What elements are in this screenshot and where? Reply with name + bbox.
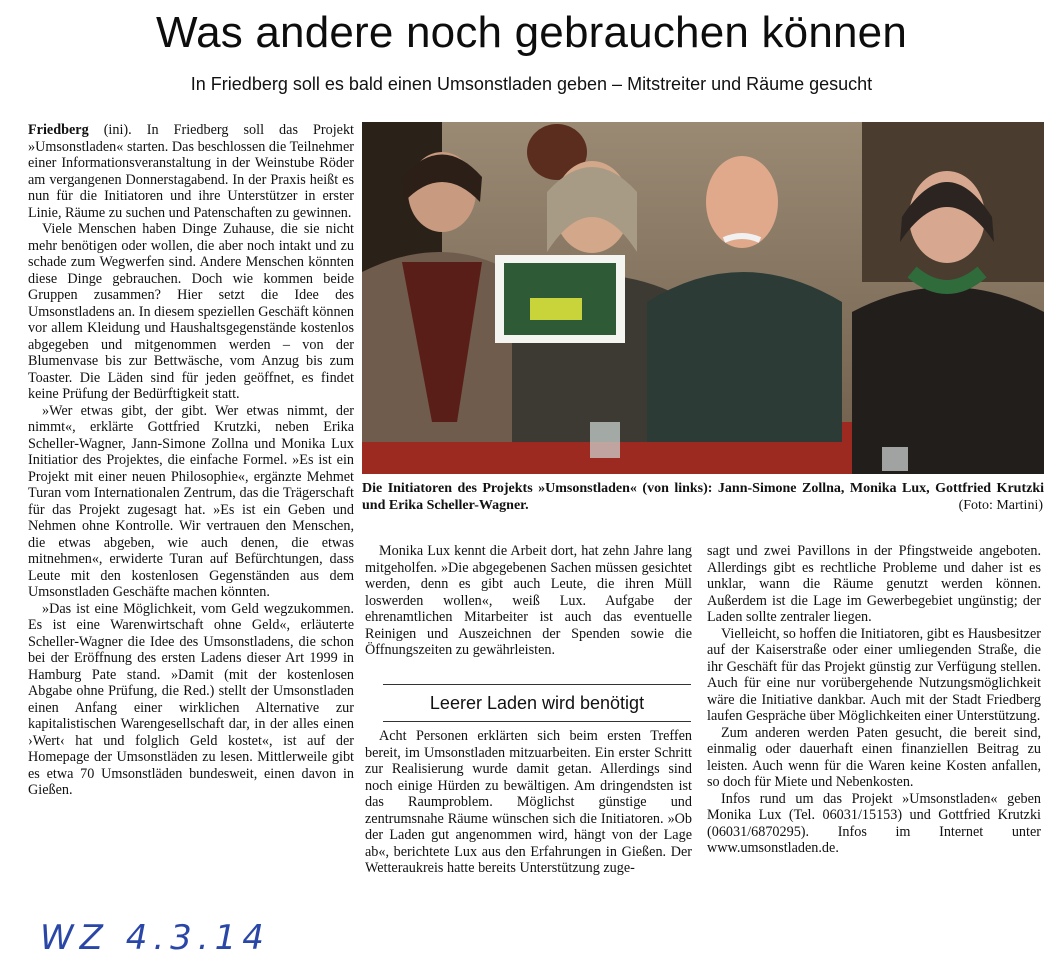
article-column-2	[365, 543, 692, 659]
paragraph: Acht Personen erklärten sich beim ersten Treffen bereit, im Umsonstladen mitzuarbeiten. Ein erster Schritt zur Realisierung wurde damit getan. Allerdings sind noch einige Hürden zu bewältigen. Am dringendsten ist das Raumproblem. Möglichst günstige und zentrumsnahe Räume wünschen sich die Initiatoren. »Ob der Laden gut angenommen wird, hängt von der Lage ab«, berichtete Lux aus den Erfahrungen in Gießen. Der Wetteraukreis hatte bereits Unterstützung zuge-	[365, 728, 692, 876]
paragraph: Viele Menschen haben Dinge Zuhause, die sie nicht mehr benötigen oder wollen, die aber noch intakt und zu schade zum Wegwerfen sind. Andere Menschen könnten diese Dinge gebrauchen. Doch wie kommen beide Gruppen zusammen? Hier setzt die Idee des Umsonstladens an. In diesem speziellen Geschäft können vor allem Kleidung und Haushaltsgegenstände kostenlos abgegeben und mitgenommen werden – von der Blumenvase bis zur Bettwäsche, vom Anzug bis zum Toaster. Die Läden sind für jeden geöffnet, es findet keine Prüfung der Bedürftigkeit statt.	[28, 221, 354, 402]
paragraph: sagt und zwei Pavillons in der Pfingstweide angeboten. Allerdings gibt es rechtliche Probleme und daher ist es unklar, wann die Räume genutzt werden können. Außerdem ist die Lage im Gewerbegebiet ungünstig; der Laden sollte zentraler liegen.	[707, 543, 1041, 625]
article-column-3	[707, 543, 1041, 857]
article-column-2-continued	[365, 728, 692, 877]
section-subhead	[383, 684, 691, 722]
headline: Was andere noch gebrauchen können	[155, 8, 908, 57]
photo-credit: (Foto: Martini)	[958, 498, 1043, 513]
paragraph: Infos rund um das Projekt »Umsonstladen« geben Monika Lux (Tel. 06031/15153) und Gottfried Krutzki (06031/6870295). Infos im Internet unter www.umsonstladen.de.	[707, 790, 1041, 856]
paragraph-text: (ini). In Friedberg soll das Projekt »Umsonstladen« starten. Das beschlossen die Teilnehmer einer Informationsveranstaltung in der Weinstube Röder am vergangenen Donnerstagabend. In der Praxis heißt es nun für die Initiatoren und ihre Unterstützer in erster Linie, Räume zu suchen und Patenschaften zu gewinnen.	[28, 122, 354, 221]
dateline: Friedberg	[28, 122, 89, 138]
paragraph: Zum anderen werden Paten gesucht, die bereit sind, einmalig oder dauerhaft einen finanziellen Beitrag zu leisten. Auch wenn für die Waren keine Kosten anfallen, so doch für Miete und Nebenkosten.	[707, 724, 1041, 790]
photo-caption: Die Initiatoren des Projekts »Umsonstladen« (von links): Jann-Simone Zollna, Monika Lux, Gottfried Krutzki und Erika Scheller-Wagner.	[362, 481, 1044, 513]
photo-illustration	[362, 122, 1044, 474]
article-photo	[362, 122, 1044, 474]
paragraph: Vielleicht, so hoffen die Initiatoren, gibt es Hausbesitzer auf der Kaiserstraße oder einer umliegenden Straße, die ihr Geschäft für das Projekt günstig zur Verfügung stellen. Auch für eine nur vorübergehende Nutzungsmöglichkeit wäre die Initiative dankbar. Auch mit der Stadt Friedberg laufen Gespräche über Möglichkeiten einer Unterstützung.	[707, 625, 1041, 724]
paragraph: Monika Lux kennt die Arbeit dort, hat zehn Jahre lang mitgeholfen. »Die abgegebenen Sachen müssen gesichtet werden, denn es gibt auch Leute, die ihren Müll loswerden wollen«, weiß Lux. Aufgabe der ehrenamtlichen Mitarbeiter ist auch das eventuelle Reinigen und Auszeichnen der Spenden sowie die Öffnungszeiten zu gewährleisten.	[365, 543, 692, 658]
section-subhead-text: Leerer Laden wird benötigt	[429, 693, 645, 713]
handwritten-date-note: WZ 4.3.14	[40, 918, 270, 958]
paragraph: »Das ist eine Möglichkeit, vom Geld wegzukommen. Es ist eine Warenwirtschaft ohne Geld«, erläuterte Scheller-Wagner die Idee des Umsonstladens, die schon bei der Eröffnung des ersten Ladens dieser Art 1999 in Hamburg Pate stand. »Damit (mit der kostenlosen Abgabe ohne Prüfung, die Red.) stellt der Umsonstladen einen Anfang einer wirklichen Alternative zur kapitalistischen Warengesellschaft dar, in der alles einen ›Wert‹ hat und folglich Geld kostet«, ist auf der Homepage der Umsonstläden zu lesen. Mittlerweile gibt es etwa 70 Umsonstläden bundesweit, einen davon in Gießen.	[28, 600, 354, 798]
paragraph: »Wer etwas gibt, der gibt. Wer etwas nimmt, der nimmt«, erklärte Gottfried Krutzki, neben Erika Scheller-Wagner, Jann-Simone Zollna und Monika Lux Initiatior des Projektes, die einfache Formel. »Es ist ein Projekt mit einer neuen Philosophie«, ergänzte Mehmet Turan vom Internationalen Zentrum, das die Trägerschaft für das Projekt zugesagt hat. »Es ist ein Geben und Nehmen ohne Kontrolle. Wir vertrauen den Menschen, die etwas abgeben, wie auch denen, die etwas mitnehmen«, erwiderte Turan auf Befürchtungen, dass Leute mit den kostenlosen Gegenständen aus dem Umsonstladen Geschäfte machen könnten.	[28, 402, 354, 600]
subheadline: In Friedberg soll es bald einen Umsonstladen geben – Mitstreiter und Räume gesucht	[190, 74, 873, 94]
paragraph	[28, 122, 354, 221]
article-column-1	[28, 122, 354, 799]
